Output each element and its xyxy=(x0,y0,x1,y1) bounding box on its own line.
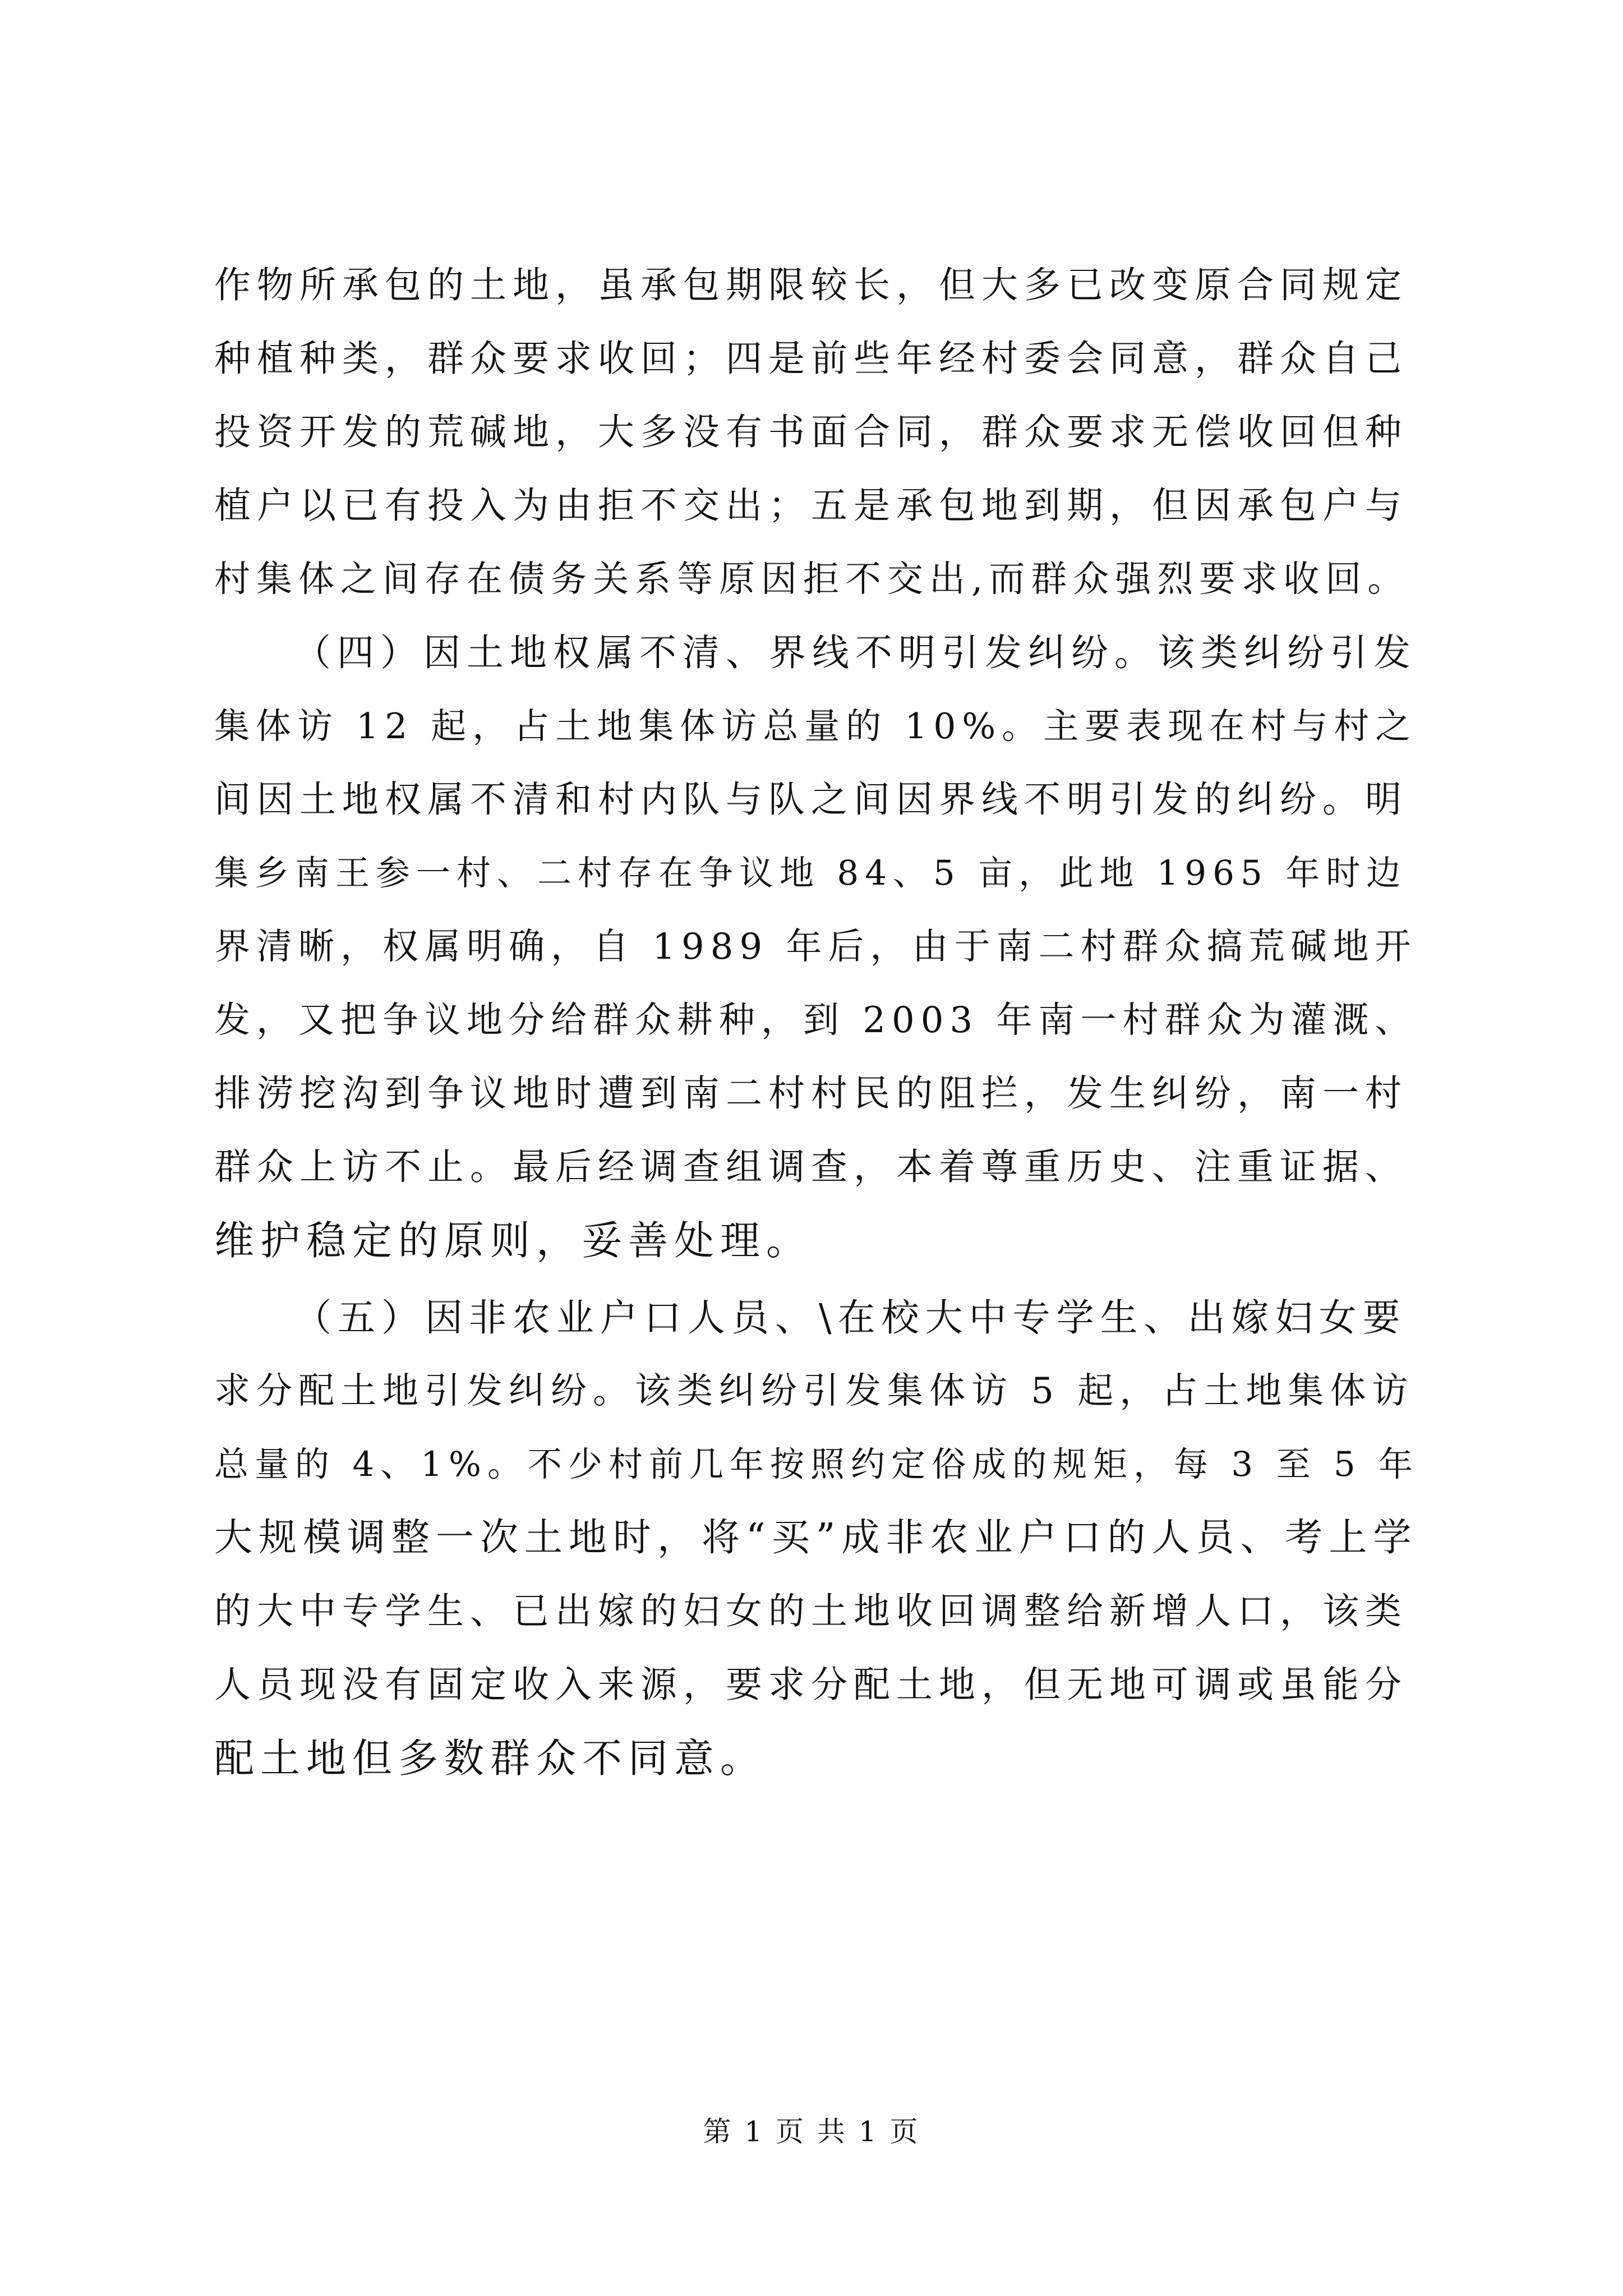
text-line: 集体访 12 起，占土地集体访总量的 10%。主要表现在村与村之 xyxy=(214,706,1417,747)
text-line: 集乡南王参一村、二村存在争议地 84、5 亩，此地 1965 年时边 xyxy=(214,853,1407,893)
text-line: 种植种类，群众要求收回；四是前些年经村委会同意，群众自己 xyxy=(214,338,1408,380)
text-line: 维护稳定的原则，妥善处理。 xyxy=(214,1217,813,1264)
text-line: 排涝挖沟到争议地时遭到南二村村民的阻拦，发生纠纷，南一村 xyxy=(214,1073,1408,1115)
text-line: 人员现没有固定收入来源，要求分配土地，但无地可调或虽能分 xyxy=(214,1664,1408,1706)
text-line: 大规模调整一次土地时，将“买”成非农业户口的人员、考上学 xyxy=(214,1516,1418,1560)
text-line: 投资开发的荒碱地，大多没有书面合同，群众要求无偿收回但种 xyxy=(214,411,1408,453)
text-line: 的大中专学生、已出嫁的妇女的土地收回调整给新增人口，该类 xyxy=(214,1590,1408,1632)
text-line: 群众上访不止。最后经调查组调查，本着尊重历史、注重证据、 xyxy=(214,1146,1408,1188)
text-line: 间因土地权属不清和村内队与队之间因界线不明引发的纠纷。明 xyxy=(214,779,1408,821)
text-line: 村集体之间存在债务关系等原因拒不交出,而群众强烈要求收回。 xyxy=(214,559,1410,600)
text-line: 界清晰，权属明确，自 1989 年后，由于南二村群众搞荒碱地开 xyxy=(214,926,1417,968)
section-heading-five: （五）因非农业户口人员、\在校大中专学生、出嫁妇女要 xyxy=(294,1296,1407,1340)
text-line: 总量的 4、1%。不少村前几年按照约定俗成的规矩，每 3 至 5 年 xyxy=(214,1444,1419,1484)
page-number-footer: 第 1 页 共 1 页 xyxy=(703,2115,920,2148)
text-line: 配土地但多数群众不同意。 xyxy=(214,1735,767,1782)
section-heading-four: （四）因土地权属不清、界线不明引发纠纷。该类纠纷引发 xyxy=(294,631,1417,674)
text-line: 求分配土地引发纠纷。该类纠纷引发集体访 5 起，占土地集体访 xyxy=(214,1370,1414,1412)
text-line: 作物所承包的土地，虽承包期限较长，但大多已改变原合同规定 xyxy=(214,264,1408,306)
text-line: 植户以已有投入为由拒不交出；五是承包地到期，但因承包户与 xyxy=(214,485,1408,527)
text-line: 发，又把争议地分给群众耕种，到 2003 年南一村群众为灌溉、 xyxy=(214,1000,1417,1041)
